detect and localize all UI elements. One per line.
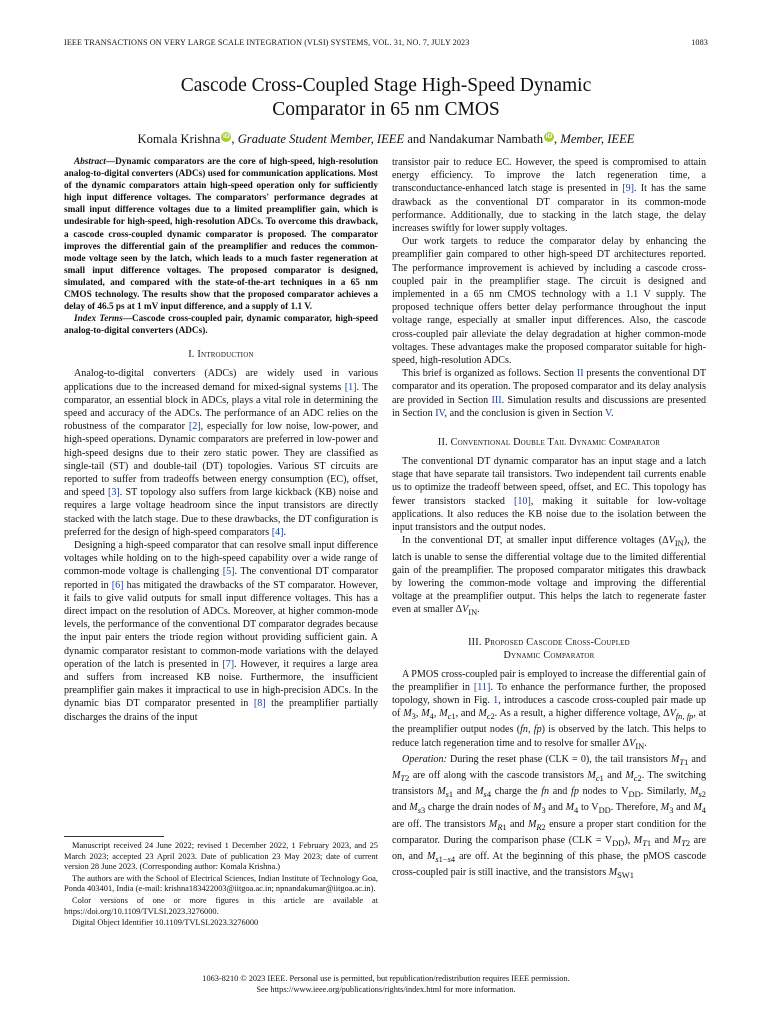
citation-link[interactable]: [3] (107, 487, 120, 499)
citation-link[interactable]: [2] (188, 421, 201, 433)
copyright-line-1: 1063-8210 © 2023 IEEE. Personal use is permitted, but republication/redistribution requires IEEE permission. (202, 974, 570, 983)
paper-title (64, 74, 708, 122)
copyright-notice (64, 974, 708, 995)
index-terms-text: Cascode cross-coupled pair, dynamic comparator, high-speed analog-to-digital converters (ADCs). (64, 314, 378, 337)
citation-link[interactable]: [11] (473, 681, 491, 693)
citation-link[interactable]: [7] (222, 658, 235, 670)
citation-link[interactable]: [6] (111, 579, 124, 591)
footnote-rule (64, 836, 164, 837)
journal-name: IEEE TRANSACTIONS ON VERY LARGE SCALE INTEGRATION (VLSI) SYSTEMS, VOL. 31, NO. 7, JULY 2023 (64, 38, 470, 47)
copyright-line-2: See https://www.ieee.org/publications/rights/index.html for more information. (256, 984, 516, 994)
right-column (392, 156, 706, 883)
orcid-icon[interactable]: iD (223, 133, 230, 140)
citation-link[interactable]: [5] (222, 566, 235, 578)
section-heading-proposed (392, 636, 706, 662)
index-terms-lead: Index Terms— (74, 314, 132, 325)
intro-paragraph-4: This brief is organized as follows. Section II presents the conventional DT comparator and its operation. The proposed comparator and its delay analysis are provided in Section III. Simulation results and discussions are presented in Section IV, and the conclusion is given in Section V. (392, 368, 707, 419)
section-heading-conventional-dt: II. Conventional Double Tail Dynamic Comparator (437, 437, 661, 449)
author-1-name: Komala Krishna (137, 132, 221, 146)
footnote-color: Color versions of one or more figures in this article are available at https://doi.org/10.1109/TVLSI.2023.3276000. (64, 895, 378, 916)
sec3-paragraph-1: A PMOS cross-coupled pair is employed to increase the differential gain of the preamplifier in [11]. To enhance the performance further, the proposed topology, shown in Fig. 1, introduces a cascode cross-coupled pair made up of $M_3$, $M_4$, $M_{c1}$, and $M_{c2}$. As a result, a higher difference voltage, $\Delta V_{fn, fp}$, at the preamplifier output nodes (fn, fp) is observed by the latch. This helps to reduce latch regeneration time and to resolve for smaller $\Delta V_{IN}$. (392, 668, 707, 751)
abstract-lead: Abstract— (74, 157, 116, 167)
author-and: and (407, 132, 426, 146)
section-link[interactable]: II (576, 368, 584, 380)
left-column (64, 156, 378, 724)
footnote-affiliation: The authors are with the School of Electrical Sciences, Indian Institute of Technology Goa, Ponda 403401, India (e-mail: krishna183422003@iitgoa.ac.in; npnandakumar@iitgoa.ac.in). (64, 873, 378, 894)
footnotes (64, 826, 378, 930)
section-link[interactable]: IV (435, 407, 445, 419)
footnote-received: Manuscript received 24 June 2022; revised 1 December 2022, 1 February 2023, and 25 March 2023; accepted 23 April 2023. Date of publication 23 May 2023; date of current version 28 June 2023. (Corresponding author: Komala Krishna.) (64, 841, 378, 872)
title-line-1: Cascode Cross-Coupled Stage High-Speed Dynamic (180, 75, 592, 96)
section-link[interactable]: III (491, 394, 502, 406)
section-heading-line-1: III. Proposed Cascode Cross-Coupled (468, 636, 630, 648)
citation-link[interactable]: [9] (622, 183, 635, 195)
page-number: 1083 (691, 38, 708, 47)
sec3-paragraph-2: Operation: During the reset phase (CLK = 0), the tail transistors $M_{T1}$ and $M_{T2}$ are off along with the cascode transistors $M_{c1}$ and $M_{c2}$. The switching transistors $M_{s1}$ and $M_{s4}$ charge the fn and fp nodes to $V_{DD}$. Similarly, $M_{s2}$ and $M_{s3}$ charge the drain nodes of $M_3$ and $M_4$ to $V_{DD}$. Therefore, $M_3$ and $M_4$ are off. The transistors $M_{R1}$ and $M_{R2}$ ensure a proper start condition for the comparator. During the comparison phase $(CLK = V_{DD})$, $M_{T1}$ and $M_{T2}$ are on, and $M_{s1-s4}$ are off. At the beginning of this phase, the pMOS cascode cross-coupled pair is still inactive, and the transistors $M_{SW1}$ (392, 753, 707, 881)
intro-paragraph-2: Designing a high-speed comparator that can resolve small input difference voltages while holding on to the high-speed capability over a wide range of common-mode voltage is challenging [5]. The conventional DT comparator reported in [6] has mitigated the drawbacks of the ST comparator. However, it fails to give valid outputs for small input difference voltages. This has a direct impact on the resolution of ADCs. Moreover, at higher common-mode levels, the performance of the conventional DT comparator degrades because the input pair enters the triode region without providing sufficient gain. A dynamic comparator resistant to common-mode variations with the delayed operation of the latch is presented in [7]. However, it requires a large area and suffers from increased KB noise. Furthermore, the insufficient preamplifier gain makes it impractical to use in high-precision ADCs. In the dynamic bias DT comparator presented in [8] the preamplifier partially discharges the drains of the input (64, 540, 379, 723)
author-1-role: Graduate Student Member, IEEE (237, 132, 405, 146)
citation-link[interactable]: [1] (344, 381, 357, 393)
footnote-doi: Digital Object Identifier 10.1109/TVLSI.2023.3276000 (72, 918, 259, 928)
author-2-name: Nandakumar Nambath (428, 132, 544, 146)
running-head (64, 38, 708, 47)
index-terms (64, 313, 378, 337)
intro-paragraph-2-cont: transistor pair to reduce EC. However, the speed is compromised to attain energy efficiency. To improve the latch regeneration time, a transconductance-enhanced latch stage is presented in [9]. It has the same drawback as the conventional DT comparator in its common-mode performance. Additionally, due to stacking in the latch stage, the delay increases swiftly for lower supply voltages. (392, 157, 706, 235)
intro-paragraph-1: Analog-to-digital converters (ADCs) are widely used in various applications due to the increased demand for mixed-signal systems [1]. The comparator, an essential block in ADCs, plays a vital role in determining the speed and accuracy of the ADCs. The performance of an ADC relies on the robustness of the comparator [2], especially for low noise, low-power, and high-speed operations. Dynamic comparators are preferred in low-power and high-speed designs due to their zero static power. They are classified as single-tail (ST) and double-tail (DT) topologies. Various ST circuits are reported to suffer from tradeoffs between energy consumption (EC), offset, and speed [3]. ST topology also suffers from large kickback (KB) noise and requires a large voltage headroom since the input transistors are directly stacked with the latch stage. Due to these drawbacks, the DT configuration is preferred for the design of high-speed comparators [4]. (64, 368, 378, 538)
abstract-text: Dynamic comparators are the core of high-speed, high-resolution analog-to-digital converters (ADCs) used for communication applications. Most of the dynamic comparators attain high-speed operation only for sufficiently high input difference voltages. The comparators' performance degrades at small input difference voltages due to a limited preamplifier gain, which is undesirable for high-speed, high-resolution ADCs. To overcome this drawback, a cascode cross-coupled dynamic comparator is proposed. The comparator improves the differential gain of the preamplifier and reduces the common-mode voltage seen by the latch, which leads to a much faster regeneration at small input difference voltages. The proposed comparator is designed, simulated, and compared with the state-of-the-art techniques in a 65 nm CMOS technology. The results show that the proposed comparator achieves a delay of 46.5 ps at 1 mV input difference, and a supply of 1.1 V. (64, 157, 378, 313)
title-line-2: Comparator in 65 nm CMOS (272, 99, 500, 120)
section-heading-line-2: Dynamic Comparator (503, 649, 595, 661)
intro-paragraph-3: Our work targets to reduce the comparator delay by enhancing the preamplifier gain compared to other high-speed DT architectures reported. The performance improvement is achieved by including a cascode cross-coupled pair in the preamplifier stage. The circuit is designed and implemented in a 65 nm CMOS technology with a 1.1 V supply. The proposed technique offers better delay performance throughout the input voltage range, especially at smaller input differences. Also, the cascode cross-coupled pair alleviate the delay degradation at higher common-mode voltages. These advantages make the proposed comparator suitable for high-speed, high-resolution ADCs. (392, 236, 706, 367)
citation-link[interactable]: [10] (513, 495, 531, 507)
section-link[interactable]: V (605, 407, 611, 419)
figure-link[interactable]: 1 (493, 694, 499, 706)
orcid-icon[interactable]: iD (545, 133, 553, 140)
citation-link[interactable]: [4] (271, 526, 284, 538)
sec2-paragraph-1: The conventional DT dynamic comparator has an input stage and a latch stage that have separate tail transistors. Two independent tail currents enable us to optimize the tradeoff between speed, offset, and EC. This topology has fewer transistors stacked [10], making it suitable for low-voltage applications. It also reduces the KB noise due to the isolation between the input transistors and the output nodes. (392, 456, 706, 534)
author-line: Komala Krishna iD , Graduate Student Member, IEEE and Nandakumar Nambath iD , Member, IEEE (137, 132, 635, 146)
sec2-paragraph-2: In the conventional DT, at smaller input difference voltages $(\Delta V_{IN})$, the latch is unable to sense the differential voltage due to the limited differential gain of the preamplifier. The proposed comparator mitigates this drawback by lowering the common-mode voltage and improving the differential voltage at the preamplifier output. This helps the latch to regenerate faster even at smaller $\Delta V_{IN}$. (392, 535, 706, 618)
citation-link[interactable]: [8] (253, 698, 266, 710)
author-2-role: Member, IEEE (560, 132, 635, 146)
section-heading-introduction: I. Introduction (188, 349, 254, 361)
abstract (64, 156, 378, 313)
